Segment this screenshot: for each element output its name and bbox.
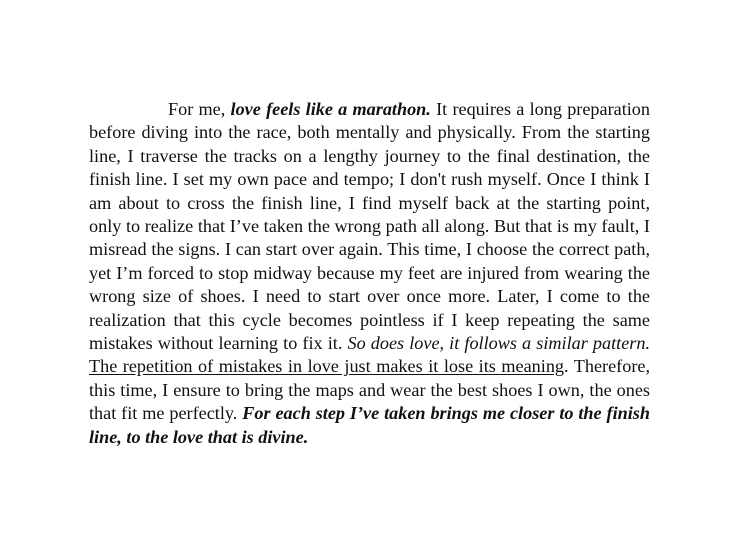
text-run-bold-italic-thesis: love feels like a marathon.	[230, 99, 431, 119]
text-run-italic: So does love, it follows a similar pattern.	[347, 333, 650, 354]
essay-paragraph	[89, 98, 650, 449]
text-run-body-continued: . Therefore, this time, I ensure to bring the maps and wear the best shoes I own, the ones that fit me perfectly.	[89, 356, 650, 424]
text-run-body: It requires a long preparation before diving into the race, both mentally and physically. From the starting line, I traverse the tracks on a lengthy journey to the final destination, the finish line. I set my own pace and tempo; I don't rush myself. Once I think I am about to cross the finish line, I find myself back at the starting point, only to realize that I’ve taken the wrong path all along. But that is my fault, I misread the signs. I can start over again. This time, I choose the correct path, yet I’m forced to stop midway because my feet are injured from wearing the wrong size of shoes. I need to start over once more. Later, I come to the realization that this cycle becomes pointless if I keep repeating the same mistakes without learning to fix it.	[89, 99, 650, 354]
text-run-intro: For me,	[168, 99, 231, 119]
text-run-underlined: The repetition of mistakes in love just makes it lose its meaning	[89, 356, 565, 377]
text-run-bold-italic-conclusion: For each step I’ve taken brings me closer to the finish line, to the love that is divine.	[89, 403, 650, 447]
